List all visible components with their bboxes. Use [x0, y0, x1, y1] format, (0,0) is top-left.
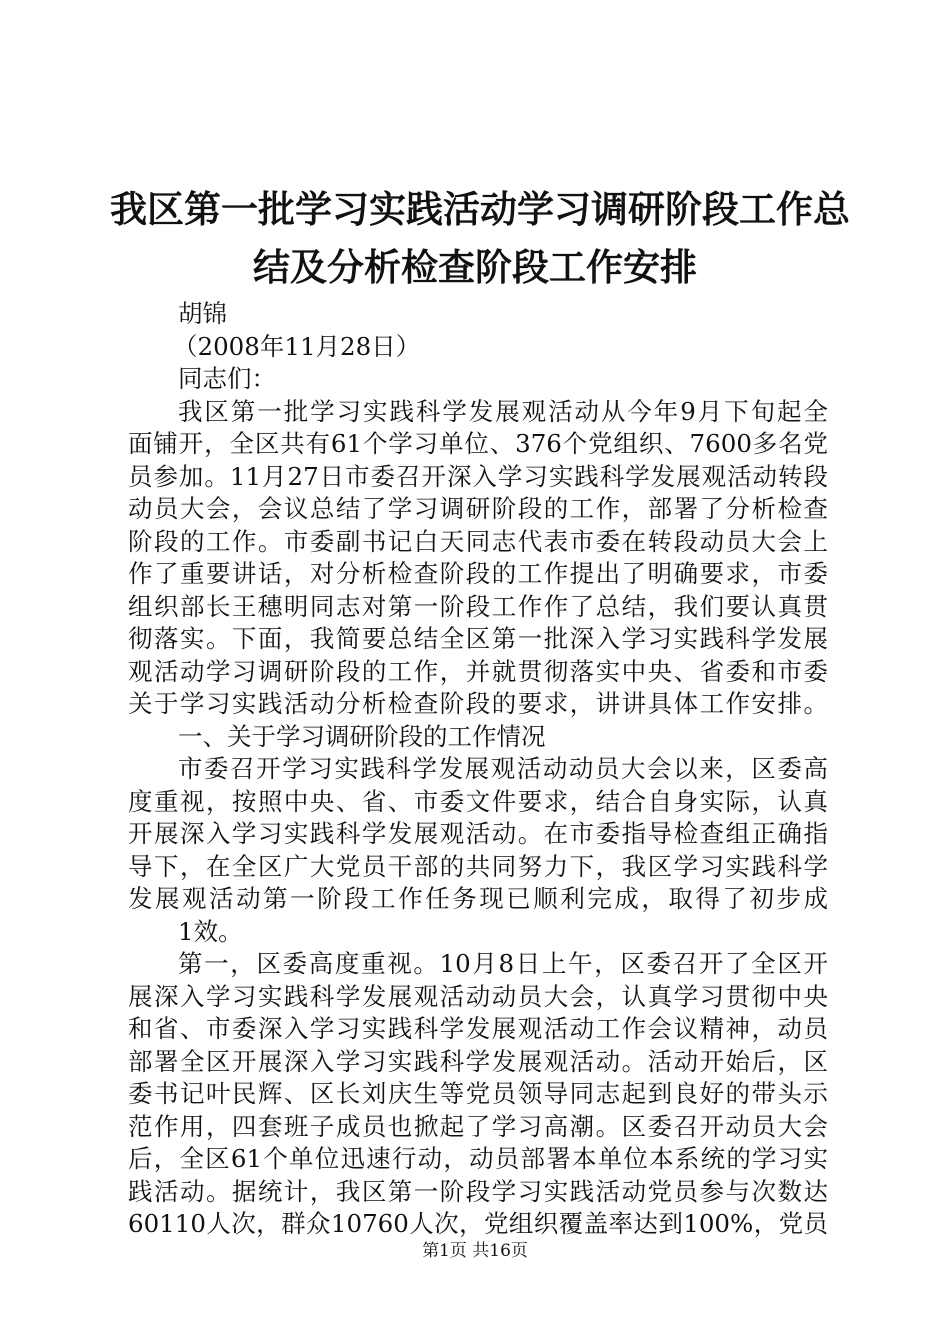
paragraph-line: 市委召开学习实践科学发展观活动动员大会以来，区委高 [178, 754, 828, 783]
document-body [128, 298, 828, 1241]
document-title-line-2: 结及分析检查阶段工作安排 [253, 246, 697, 289]
paragraph-line: 开展深入学习实践科学发展观活动。在市委指导检查组正确指 [128, 819, 828, 848]
paragraph-line: 发展观活动第一阶段工作任务现已顺利完成，取得了初步成 [128, 884, 828, 913]
paragraph-1 [128, 396, 828, 721]
paragraph-line: 委书记叶民辉、区长刘庆生等党员领导同志起到良好的带头示 [128, 1079, 828, 1108]
paragraph-line: 关于学习实践活动分析检查阶段的要求，讲讲具体工作安排。 [128, 689, 828, 718]
paragraph-line: 面铺开，全区共有61个学习单位、376个党组织、7600多名党 [128, 429, 828, 458]
paragraph-line: 我区第一批学习实践科学发展观活动从今年9月下旬起全 [178, 396, 828, 426]
paragraph-line: 度重视，按照中央、省、市委文件要求，结合自身实际，认真 [128, 786, 828, 816]
paragraph-line: 彻落实。下面，我简要总结全区第一批深入学习实践科学发展 [128, 624, 828, 653]
section-heading: 一、关于学习调研阶段的工作情况 [178, 721, 546, 751]
page-number-footer: 第1页 共16页 [422, 1241, 528, 1261]
paragraph-line: 作了重要讲话，对分析检查阶段的工作提出了明确要求，市委 [128, 559, 828, 588]
paragraph-line: 观活动学习调研阶段的工作，并就贯彻落实中央、省委和市委 [128, 656, 828, 686]
paragraph-line: 阶段的工作。市委副书记白天同志代表市委在转段动员大会上 [128, 526, 828, 556]
paragraph-line: 和省、市委深入学习实践科学发展观活动工作会议精神，动员 [128, 1014, 828, 1043]
document-title-line-1: 我区第一批学习实践活动学习调研阶段工作总 [110, 188, 850, 231]
paragraph-line: 后，全区61个单位迅速行动，动员部署本单位本系统的学习实 [128, 1144, 828, 1173]
paragraph-line: 践活动。据统计，我区第一阶段学习实践活动党员参与次数达 [128, 1176, 828, 1206]
paragraph-2 [128, 753, 828, 948]
paragraph-line: 1效。 [178, 916, 243, 946]
paragraph-line: 导下，在全区广大党员干部的共同努力下，我区学习实践科学 [128, 851, 828, 881]
paragraph-line: 动员大会，会议总结了学习调研阶段的工作，部署了分析检查 [128, 494, 828, 523]
author-name: 胡锦 [178, 299, 227, 328]
paragraph-3 [128, 948, 828, 1241]
paragraph-line: 范作用，四套班子成员也掀起了学习高潮。区委召开动员大会 [128, 1111, 828, 1141]
salutation: 同志们： [178, 364, 276, 393]
paragraph-line: 60110人次，群众10760人次，党组织覆盖率达到100%，党员 [128, 1209, 828, 1238]
paragraph-line: 展深入学习实践科学发展观活动动员大会，认真学习贯彻中央 [128, 981, 828, 1011]
paragraph-line: 第一，区委高度重视。10月8日上午，区委召开了全区开 [178, 949, 828, 978]
paragraph-line: 部署全区开展深入学习实践科学发展观活动。活动开始后，区 [128, 1046, 828, 1076]
paragraph-line: 组织部长王穗明同志对第一阶段工作作了总结，我们要认真贯 [128, 591, 828, 621]
speech-date: （2008年11月28日） [173, 331, 421, 361]
paragraph-line: 员参加。11月27日市委召开深入学习实践科学发展观活动转段 [128, 461, 828, 491]
